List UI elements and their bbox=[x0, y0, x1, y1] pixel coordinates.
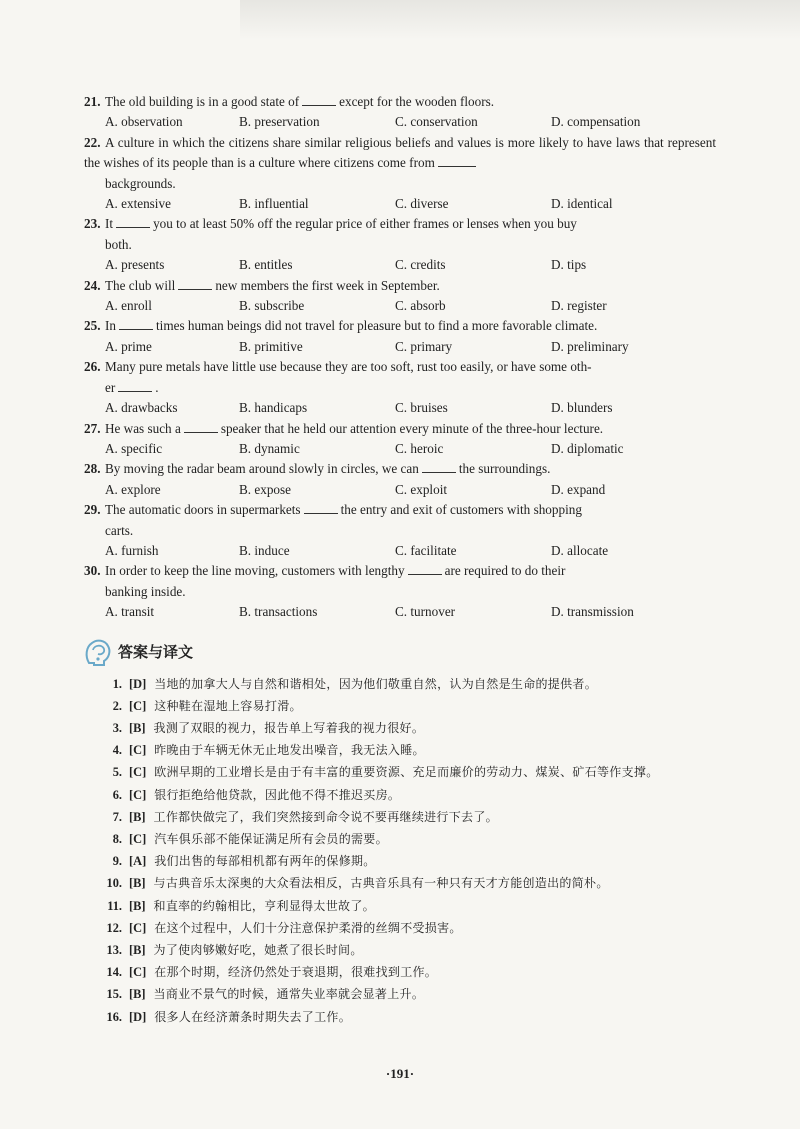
option-c: C. turnover bbox=[395, 604, 456, 620]
question-text-after-blank: the surroundings. bbox=[458, 461, 551, 477]
option-b: B. primitive bbox=[239, 338, 303, 354]
option-b: B. induce bbox=[239, 542, 290, 558]
answer-number: 9. bbox=[112, 854, 122, 869]
option-a: A. specific bbox=[105, 440, 163, 456]
fill-in-blank bbox=[422, 461, 456, 473]
option-c: C. heroic bbox=[395, 440, 444, 456]
answer-translation: 这种鞋在湿地上容易打滑。 bbox=[154, 698, 302, 713]
answer-row bbox=[84, 983, 716, 1005]
question-number: 24. bbox=[84, 277, 101, 293]
answer-translation: 和直率的约翰相比，亨利显得太世故了。 bbox=[153, 898, 375, 913]
question-continued-text: banking inside. bbox=[105, 583, 186, 599]
option-c: C. absorb bbox=[395, 298, 446, 314]
question-text-after-blank: the entry and exit of customers with shopping bbox=[340, 502, 582, 518]
period-mark: . bbox=[155, 379, 159, 395]
question-text-before-blank: The old building is in a good state of bbox=[105, 94, 300, 109]
question-text-continued bbox=[84, 174, 716, 194]
answer-key: [C] bbox=[129, 765, 147, 780]
answer-list bbox=[84, 673, 716, 1028]
fill-in-blank bbox=[119, 318, 153, 330]
question-text-continued bbox=[84, 521, 716, 541]
option-row bbox=[84, 112, 716, 132]
answer-row bbox=[84, 895, 716, 917]
page-content bbox=[84, 92, 716, 1028]
question-item bbox=[84, 357, 716, 418]
answer-row bbox=[84, 739, 716, 761]
answer-key: [C] bbox=[129, 965, 147, 980]
answer-key: [B] bbox=[129, 720, 146, 735]
answer-number: 1. bbox=[112, 676, 122, 691]
option-a: A. enroll bbox=[105, 298, 152, 314]
option-row bbox=[84, 296, 716, 316]
answer-key: [C] bbox=[129, 831, 147, 846]
question-item bbox=[84, 92, 716, 133]
option-b: B. transactions bbox=[239, 604, 318, 620]
answer-number: 6. bbox=[112, 787, 122, 802]
answer-number: 13. bbox=[106, 943, 122, 957]
question-text-after-blank: except for the wooden floors. bbox=[339, 94, 495, 109]
option-b: B. expose bbox=[239, 481, 292, 497]
fill-in-blank bbox=[438, 155, 476, 167]
fill-in-blank bbox=[178, 278, 212, 290]
option-d: D. preliminary bbox=[551, 338, 629, 354]
answer-row bbox=[84, 917, 716, 939]
question-number: 23. bbox=[84, 216, 101, 232]
answer-row bbox=[84, 673, 716, 695]
answer-row bbox=[84, 1006, 716, 1028]
question-text-continued bbox=[84, 378, 716, 398]
option-c: C. primary bbox=[395, 338, 453, 354]
question-text-before-blank: It bbox=[105, 216, 114, 232]
option-d: D. register bbox=[551, 298, 607, 314]
option-a: A. drawbacks bbox=[105, 400, 178, 416]
question-item bbox=[84, 316, 716, 357]
question-item bbox=[84, 561, 716, 622]
question-stem bbox=[84, 133, 716, 194]
answer-key: [B] bbox=[129, 898, 146, 913]
answer-key: [B] bbox=[129, 876, 146, 891]
question-number: 27. bbox=[84, 420, 101, 436]
option-b: B. handicaps bbox=[239, 400, 308, 416]
answer-number: 15. bbox=[106, 987, 122, 1002]
option-d: D. diplomatic bbox=[551, 440, 624, 456]
answer-translation: 我们出售的每部相机都有两年的保修期。 bbox=[154, 854, 376, 869]
answer-key: [D] bbox=[129, 676, 147, 691]
option-a: A. observation bbox=[105, 114, 183, 130]
question-continued-text: both. bbox=[105, 236, 132, 252]
answer-key: [C] bbox=[129, 698, 147, 713]
option-c: C. exploit bbox=[395, 481, 448, 497]
answer-translation: 当地的加拿大人与自然和谐相处，因为他们敬重自然，认为自然是生命的提供者。 bbox=[154, 676, 598, 691]
question-list bbox=[84, 92, 716, 623]
question-continued-text: backgrounds. bbox=[105, 175, 176, 191]
option-row bbox=[84, 337, 716, 357]
answer-number: 11. bbox=[107, 898, 122, 913]
answer-number: 3. bbox=[112, 720, 122, 735]
question-continued-text: carts. bbox=[105, 522, 134, 538]
question-number: 29. bbox=[84, 502, 101, 518]
option-d: D. transmission bbox=[551, 604, 634, 620]
question-item bbox=[84, 419, 716, 460]
option-c: C. conservation bbox=[395, 114, 478, 130]
question-text-before-blank: The club will bbox=[105, 277, 176, 293]
answer-number: 7. bbox=[112, 809, 122, 824]
question-number: 30. bbox=[84, 563, 101, 579]
option-a: A. presents bbox=[105, 257, 165, 273]
option-b: B. entitles bbox=[239, 257, 293, 273]
option-a: A. extensive bbox=[105, 196, 171, 212]
question-text-before-blank: He was such a bbox=[105, 420, 181, 436]
option-c: C. credits bbox=[395, 257, 446, 273]
fill-in-blank bbox=[408, 563, 442, 575]
answer-key: [C] bbox=[129, 920, 147, 935]
answer-translation: 我测了双眼的视力，报告单上写着我的视力很好。 bbox=[153, 720, 425, 735]
question-stem bbox=[84, 419, 716, 439]
question-text-after-blank: are required to do their bbox=[444, 563, 566, 579]
question-text-before-blank: The automatic doors in supermarkets bbox=[105, 502, 301, 518]
fill-in-blank bbox=[302, 94, 336, 106]
answer-row bbox=[84, 939, 716, 961]
answer-key: [C] bbox=[129, 787, 147, 802]
answer-translation: 当商业不景气的时候，通常失业率就会显著上升。 bbox=[153, 987, 425, 1002]
question-item bbox=[84, 276, 716, 317]
answer-key: [B] bbox=[129, 809, 146, 824]
question-number: 28. bbox=[84, 461, 101, 477]
question-item bbox=[84, 133, 716, 215]
answer-number: 2. bbox=[112, 698, 122, 713]
answer-translation: 在这个过程中，人们十分注意保护柔滑的丝绸不受损害。 bbox=[154, 920, 462, 935]
question-number: 25. bbox=[84, 318, 101, 334]
answer-translation: 很多人在经济萧条时期失去了工作。 bbox=[154, 1009, 352, 1024]
option-d: D. compensation bbox=[551, 114, 641, 130]
option-b: B. subscribe bbox=[239, 298, 305, 314]
answer-row bbox=[84, 828, 716, 850]
answer-number: 14. bbox=[106, 965, 122, 980]
answer-row bbox=[84, 872, 716, 894]
question-stem bbox=[84, 92, 716, 112]
option-c: C. facilitate bbox=[395, 542, 457, 558]
option-d: D. expand bbox=[551, 481, 606, 497]
question-text-before-blank: A culture in which the citizens share similar religious beliefs and values is more likely to have laws that represent the wishes of its people than is a culture where citizens come from bbox=[84, 134, 716, 171]
answer-translation: 在那个时期，经济仍然处于衰退期，很难找到工作。 bbox=[154, 965, 438, 980]
answer-row bbox=[84, 695, 716, 717]
question-text-after-blank: new members the first week in September. bbox=[215, 277, 440, 293]
question-text-after-blank: speaker that he held our attention every minute of the three-hour lecture. bbox=[220, 420, 604, 436]
question-item bbox=[84, 459, 716, 500]
answer-row bbox=[84, 806, 716, 828]
question-stem bbox=[84, 357, 716, 398]
question-text-after-blank: you to at least 50% off the regular price of either frames or lenses when you buy bbox=[153, 216, 577, 232]
answer-translation: 欧洲早期的工业增长是由于有丰富的重要资源、充足而廉价的劳动力、煤炭、矿石等作支撑。 bbox=[154, 765, 659, 780]
question-text-before-blank: By moving the radar beam around slowly in circles, we can bbox=[105, 461, 419, 477]
answer-number: 5. bbox=[112, 765, 122, 780]
answer-translation: 工作都快做完了，我们突然接到命令说不要再继续进行下去了。 bbox=[153, 809, 498, 824]
answers-title: 答案与译文 bbox=[118, 643, 194, 662]
option-row bbox=[84, 398, 716, 418]
question-continued-text: er bbox=[105, 379, 116, 395]
question-text-before-blank: In order to keep the line moving, customers with lengthy bbox=[105, 563, 405, 579]
question-number: 22. bbox=[84, 134, 101, 150]
option-row bbox=[84, 480, 716, 500]
question-text-before-blank: In bbox=[105, 318, 116, 334]
answer-number: 16. bbox=[106, 1009, 122, 1024]
question-item bbox=[84, 214, 716, 275]
answer-row bbox=[84, 761, 716, 783]
fill-in-blank bbox=[304, 502, 338, 514]
question-stem bbox=[84, 276, 716, 296]
question-number: 21. bbox=[84, 94, 101, 109]
question-text-before-blank: Many pure metals have little use because they are too soft, rust too easily, or have some oth- bbox=[105, 359, 592, 375]
question-stem bbox=[84, 500, 716, 541]
question-stem bbox=[84, 316, 716, 336]
answer-row bbox=[84, 850, 716, 872]
question-stem bbox=[84, 561, 716, 602]
question-stem bbox=[84, 459, 716, 479]
option-row bbox=[84, 255, 716, 275]
answer-translation: 银行拒绝给他贷款，因此他不得不推迟买房。 bbox=[154, 787, 401, 802]
answer-key: [B] bbox=[129, 943, 146, 957]
answer-translation: 汽车俱乐部不能保证满足所有会员的需要。 bbox=[154, 831, 388, 846]
question-text-after-blank: times human beings did not travel for pleasure but to find a more favorable climate. bbox=[156, 318, 598, 334]
scan-shading bbox=[240, 0, 800, 40]
answer-key-icon bbox=[84, 637, 112, 667]
question-stem bbox=[84, 214, 716, 255]
answer-translation: 为了使肉够嫩好吃，她煮了很长时间。 bbox=[153, 943, 363, 957]
answer-number: 8. bbox=[112, 831, 122, 846]
option-d: D. tips bbox=[551, 257, 587, 273]
answer-key: [C] bbox=[129, 743, 147, 758]
option-row bbox=[84, 439, 716, 459]
option-row bbox=[84, 602, 716, 622]
option-d: D. blunders bbox=[551, 400, 613, 416]
option-c: C. diverse bbox=[395, 196, 449, 212]
answers-header bbox=[84, 637, 716, 667]
answer-key: [D] bbox=[129, 1009, 147, 1024]
option-row bbox=[84, 194, 716, 214]
question-number: 26. bbox=[84, 359, 101, 375]
option-a: A. furnish bbox=[105, 542, 159, 558]
answer-translation: 与古典音乐太深奥的大众看法相反，古典音乐具有一种只有天才方能创造出的简朴。 bbox=[153, 876, 609, 891]
option-b: B. preservation bbox=[239, 114, 320, 130]
answer-row bbox=[84, 717, 716, 739]
option-d: D. identical bbox=[551, 196, 613, 212]
answer-number: 10. bbox=[106, 876, 122, 891]
option-b: B. influential bbox=[239, 196, 309, 212]
answer-translation: 昨晚由于车辆无休无止地发出噪音，我无法入睡。 bbox=[154, 743, 425, 758]
option-b: B. dynamic bbox=[239, 440, 300, 456]
answer-number: 4. bbox=[112, 743, 122, 758]
option-a: A. prime bbox=[105, 338, 152, 354]
question-text-continued bbox=[84, 582, 716, 602]
answer-row bbox=[84, 784, 716, 806]
page-number: ·191· bbox=[385, 1066, 415, 1081]
question-item bbox=[84, 500, 716, 561]
answer-number: 12. bbox=[106, 920, 122, 935]
option-c: C. bruises bbox=[395, 400, 448, 416]
fill-in-blank bbox=[118, 380, 152, 392]
answer-row bbox=[84, 961, 716, 983]
option-a: A. explore bbox=[105, 481, 161, 497]
option-row bbox=[84, 541, 716, 561]
question-text-continued bbox=[84, 235, 716, 255]
fill-in-blank bbox=[184, 421, 218, 433]
option-a: A. transit bbox=[105, 604, 155, 620]
answer-key: [B] bbox=[129, 987, 146, 1002]
fill-in-blank bbox=[116, 216, 150, 228]
answer-key: [A] bbox=[129, 854, 147, 869]
option-d: D. allocate bbox=[551, 542, 609, 558]
